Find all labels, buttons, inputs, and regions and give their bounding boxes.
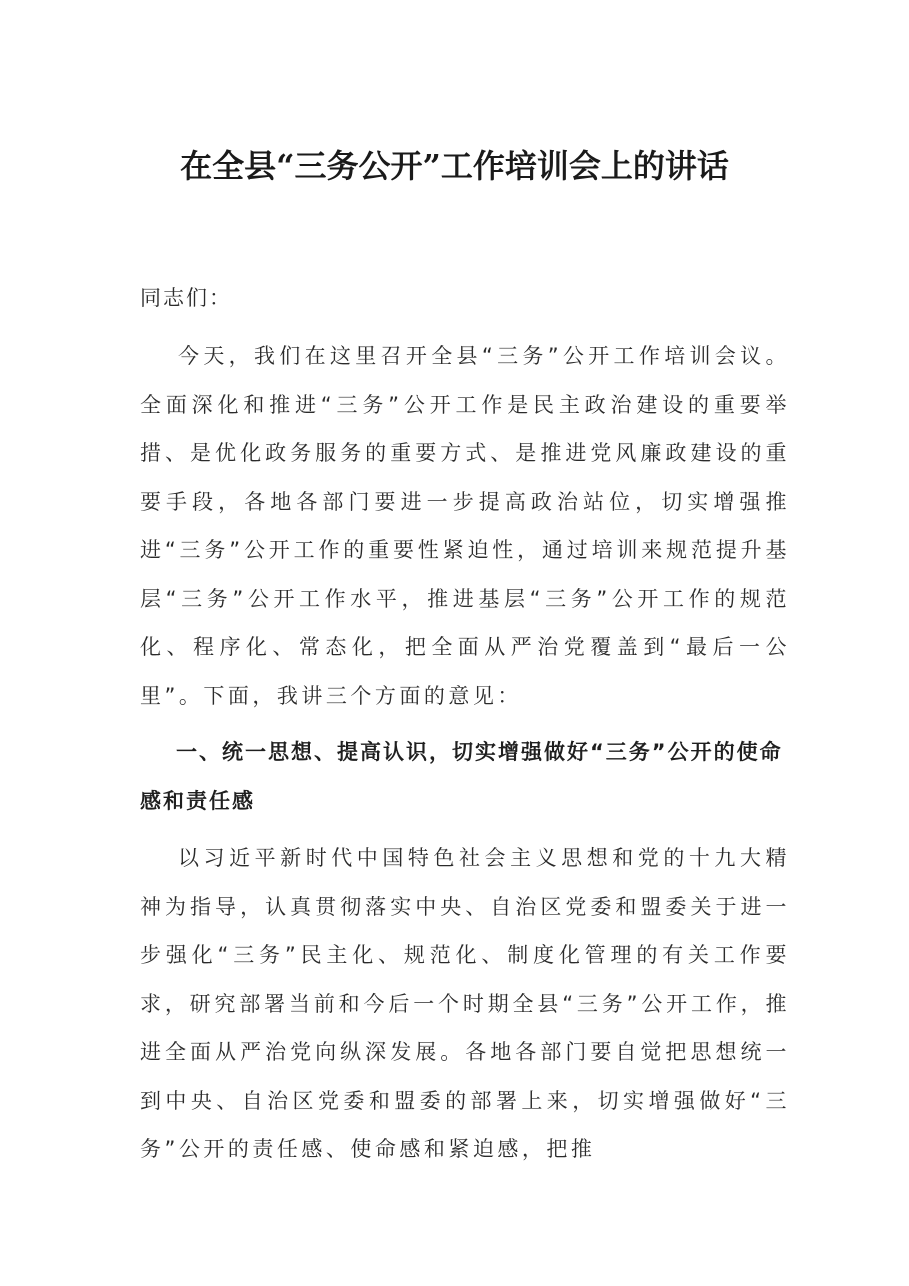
paragraph-section-1: 以习近平新时代中国特色社会主义思想和党的十九大精神为指导，认真贯彻落实中央、自治区党委和盟委关于进一步强化“三务”民主化、规范化、制度化管理的有关工作要求，研究部署当前和今后一个时期全县“三务”公开工作，推进全面从严治党向纵深发展。各地各部门要自觉把思想统一到中央、自治区党委和盟委的部署上来，切实增强做好“三务”公开的责任感、使命感和紧迫感，把推 (140, 846, 790, 1161)
section-heading-1: 一、统一思想、提高认识，切实增强做好“三务”公开的使命感和责任感 (140, 740, 783, 813)
greeting: 同志们： (140, 286, 232, 310)
document-title: 在全县“三务公开”工作培训会上的讲话 (180, 147, 729, 185)
paragraph-intro: 今天，我们在这里召开全县“三务”公开工作培训会议。全面深化和推进“三务”公开工作是民主政治建设的重要举措、是优化政务服务的重要方式、是推进党风廉政建设的重要手段，各地各部门要进一步提高政治站位，切实增强推进“三务”公开工作的重要性紧迫性，通过培训来规范提升基层“三务”公开工作水平，推进基层“三务”公开工作的规范化、程序化、常态化，把全面从严治党覆盖到“最后一公里”。下面，我讲三个方面的意见： (140, 344, 790, 708)
